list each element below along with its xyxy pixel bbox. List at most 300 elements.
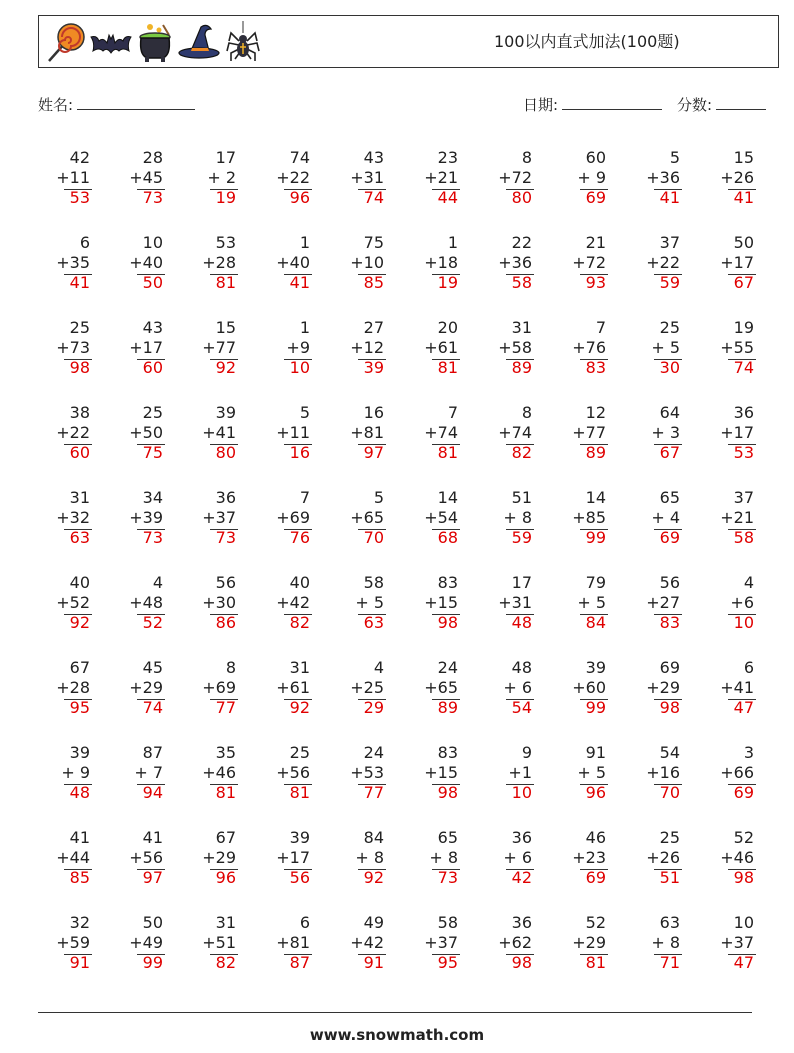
answer: 99 bbox=[585, 528, 606, 547]
footer-site: www.snowmath.com bbox=[309, 1026, 485, 1044]
addition-problem bbox=[406, 743, 466, 807]
answer: 86 bbox=[215, 613, 236, 632]
addend-top: 63 bbox=[659, 913, 680, 932]
answer: 93 bbox=[585, 273, 606, 292]
addition-problem bbox=[332, 488, 392, 552]
answer: 47 bbox=[733, 698, 754, 717]
worksheet-title: 100以内直式加法(100题) bbox=[494, 32, 680, 51]
addend-bottom: +48 bbox=[129, 593, 163, 612]
addend-bottom: +26 bbox=[646, 848, 680, 867]
addition-problem bbox=[702, 573, 762, 637]
addition-problem bbox=[702, 233, 762, 297]
addend-top: 31 bbox=[511, 318, 532, 337]
addend-top: 25 bbox=[69, 318, 90, 337]
addend-top: 4 bbox=[743, 573, 754, 592]
addend-bottom: +55 bbox=[720, 338, 754, 357]
addend-top: 10 bbox=[733, 913, 754, 932]
addend-bottom: + 5 bbox=[355, 593, 384, 612]
addition-problem bbox=[332, 318, 392, 382]
answer: 89 bbox=[437, 698, 458, 717]
answer: 96 bbox=[585, 783, 606, 802]
addend-top: 56 bbox=[215, 573, 236, 592]
answer: 70 bbox=[659, 783, 680, 802]
answer: 41 bbox=[659, 188, 680, 207]
addend-top: 39 bbox=[215, 403, 236, 422]
answer: 41 bbox=[289, 273, 310, 292]
addition-problem bbox=[702, 318, 762, 382]
addend-top: 67 bbox=[215, 828, 236, 847]
answer: 97 bbox=[142, 868, 163, 887]
answer: 48 bbox=[69, 783, 90, 802]
answer: 77 bbox=[215, 698, 236, 717]
addend-bottom: +61 bbox=[276, 678, 310, 697]
addend-top: 8 bbox=[521, 403, 532, 422]
answer: 41 bbox=[733, 188, 754, 207]
addend-top: 43 bbox=[142, 318, 163, 337]
addend-bottom: +37 bbox=[202, 508, 236, 527]
addition-problem bbox=[406, 573, 466, 637]
answer: 95 bbox=[69, 698, 90, 717]
addend-bottom: +42 bbox=[276, 593, 310, 612]
answer: 98 bbox=[69, 358, 90, 377]
addend-top: 7 bbox=[447, 403, 458, 422]
halloween-icons bbox=[45, 20, 261, 64]
addend-bottom: +10 bbox=[350, 253, 384, 272]
addend-bottom: +73 bbox=[56, 338, 90, 357]
addend-top: 43 bbox=[363, 148, 384, 167]
addend-bottom: +11 bbox=[276, 423, 310, 442]
addend-bottom: +50 bbox=[129, 423, 163, 442]
addend-top: 22 bbox=[511, 233, 532, 252]
answer: 85 bbox=[69, 868, 90, 887]
addend-top: 6 bbox=[743, 658, 754, 677]
addend-top: 1 bbox=[447, 233, 458, 252]
addend-bottom: +32 bbox=[56, 508, 90, 527]
date-field[interactable] bbox=[523, 94, 662, 115]
answer: 82 bbox=[289, 613, 310, 632]
addition-problem bbox=[111, 403, 171, 467]
addition-problem bbox=[554, 743, 614, 807]
addend-top: 10 bbox=[142, 233, 163, 252]
addition-problem bbox=[702, 148, 762, 212]
addend-top: 14 bbox=[437, 488, 458, 507]
addend-top: 21 bbox=[585, 233, 606, 252]
addend-top: 3 bbox=[743, 743, 754, 762]
answer: 91 bbox=[69, 953, 90, 972]
addend-bottom: +77 bbox=[202, 338, 236, 357]
addition-problem bbox=[480, 148, 540, 212]
addend-top: 31 bbox=[69, 488, 90, 507]
addition-problem bbox=[554, 658, 614, 722]
addition-problem bbox=[38, 148, 98, 212]
addition-problem bbox=[406, 913, 466, 977]
addend-bottom: +25 bbox=[350, 678, 384, 697]
addition-problem bbox=[628, 658, 688, 722]
addend-top: 87 bbox=[142, 743, 163, 762]
addend-top: 23 bbox=[437, 148, 458, 167]
addend-top: 17 bbox=[511, 573, 532, 592]
score-blank[interactable] bbox=[716, 96, 766, 110]
answer: 51 bbox=[659, 868, 680, 887]
addend-bottom: + 8 bbox=[429, 848, 458, 867]
addend-top: 38 bbox=[69, 403, 90, 422]
addend-bottom: + 8 bbox=[503, 508, 532, 527]
answer: 60 bbox=[69, 443, 90, 462]
addend-bottom: + 4 bbox=[651, 508, 680, 527]
addend-top: 16 bbox=[363, 403, 384, 422]
bat-icon bbox=[89, 21, 133, 63]
addition-problem bbox=[628, 573, 688, 637]
addend-top: 35 bbox=[215, 743, 236, 762]
problem-row bbox=[38, 403, 778, 467]
answer: 48 bbox=[511, 613, 532, 632]
answer: 19 bbox=[437, 273, 458, 292]
addend-top: 31 bbox=[215, 913, 236, 932]
addition-problem bbox=[258, 573, 318, 637]
answer: 47 bbox=[733, 953, 754, 972]
addition-problem bbox=[184, 148, 244, 212]
answer: 52 bbox=[142, 613, 163, 632]
addend-top: 36 bbox=[215, 488, 236, 507]
addend-bottom: +17 bbox=[720, 423, 754, 442]
addend-bottom: +16 bbox=[646, 763, 680, 782]
addend-bottom: +46 bbox=[720, 848, 754, 867]
cauldron-icon bbox=[137, 21, 173, 63]
answer: 16 bbox=[289, 443, 310, 462]
addend-bottom: +15 bbox=[424, 763, 458, 782]
addend-top: 25 bbox=[142, 403, 163, 422]
footer-divider bbox=[38, 1012, 752, 1013]
addition-problem bbox=[406, 318, 466, 382]
addend-top: 49 bbox=[363, 913, 384, 932]
addition-problem bbox=[258, 403, 318, 467]
addition-problem bbox=[480, 488, 540, 552]
addition-problem bbox=[480, 318, 540, 382]
addend-bottom: +36 bbox=[646, 168, 680, 187]
addend-top: 67 bbox=[69, 658, 90, 677]
addition-problem bbox=[702, 828, 762, 892]
addend-bottom: +29 bbox=[202, 848, 236, 867]
answer: 10 bbox=[289, 358, 310, 377]
addend-top: 8 bbox=[521, 148, 532, 167]
problem-row bbox=[38, 743, 778, 807]
addend-top: 12 bbox=[585, 403, 606, 422]
answer: 77 bbox=[363, 783, 384, 802]
answer: 74 bbox=[142, 698, 163, 717]
answer: 96 bbox=[289, 188, 310, 207]
answer: 92 bbox=[289, 698, 310, 717]
addition-problem bbox=[184, 658, 244, 722]
answer: 63 bbox=[363, 613, 384, 632]
addend-top: 69 bbox=[659, 658, 680, 677]
addend-top: 52 bbox=[733, 828, 754, 847]
addend-bottom: +41 bbox=[202, 423, 236, 442]
answer: 87 bbox=[289, 953, 310, 972]
addend-bottom: +52 bbox=[56, 593, 90, 612]
addition-problem bbox=[38, 488, 98, 552]
addend-bottom: +29 bbox=[572, 933, 606, 952]
addition-problem bbox=[332, 828, 392, 892]
addend-bottom: +15 bbox=[424, 593, 458, 612]
addition-problem bbox=[38, 318, 98, 382]
addition-problem bbox=[628, 148, 688, 212]
answer: 81 bbox=[289, 783, 310, 802]
answer: 91 bbox=[363, 953, 384, 972]
addend-top: 1 bbox=[299, 233, 310, 252]
addition-problem bbox=[332, 743, 392, 807]
name-blank[interactable] bbox=[77, 96, 195, 110]
addend-top: 28 bbox=[142, 148, 163, 167]
addend-bottom: +27 bbox=[646, 593, 680, 612]
answer: 84 bbox=[585, 613, 606, 632]
addend-top: 75 bbox=[363, 233, 384, 252]
addend-top: 20 bbox=[437, 318, 458, 337]
answer: 76 bbox=[289, 528, 310, 547]
addition-problem bbox=[258, 318, 318, 382]
answer: 69 bbox=[585, 868, 606, 887]
addition-problem bbox=[406, 403, 466, 467]
addend-top: 51 bbox=[511, 488, 532, 507]
addend-bottom: +35 bbox=[56, 253, 90, 272]
addend-top: 65 bbox=[659, 488, 680, 507]
addend-bottom: +21 bbox=[424, 168, 458, 187]
addend-top: 91 bbox=[585, 743, 606, 762]
answer: 69 bbox=[585, 188, 606, 207]
addend-top: 7 bbox=[595, 318, 606, 337]
answer: 98 bbox=[659, 698, 680, 717]
addition-problem bbox=[258, 148, 318, 212]
answer: 29 bbox=[363, 698, 384, 717]
addition-problem bbox=[184, 318, 244, 382]
addition-problem bbox=[480, 403, 540, 467]
addend-bottom: +72 bbox=[572, 253, 606, 272]
answer: 92 bbox=[215, 358, 236, 377]
addend-bottom: +1 bbox=[508, 763, 532, 782]
answer: 98 bbox=[733, 868, 754, 887]
addition-problem bbox=[38, 573, 98, 637]
answer: 82 bbox=[511, 443, 532, 462]
answer: 58 bbox=[733, 528, 754, 547]
addition-problem bbox=[332, 148, 392, 212]
addition-problem bbox=[628, 318, 688, 382]
addition-problem bbox=[258, 828, 318, 892]
addend-top: 9 bbox=[521, 743, 532, 762]
addend-bottom: + 8 bbox=[651, 933, 680, 952]
addend-top: 4 bbox=[152, 573, 163, 592]
addend-top: 84 bbox=[363, 828, 384, 847]
addend-bottom: + 6 bbox=[503, 848, 532, 867]
addend-bottom: +31 bbox=[498, 593, 532, 612]
answer: 73 bbox=[437, 868, 458, 887]
answer: 56 bbox=[289, 868, 310, 887]
answer: 41 bbox=[69, 273, 90, 292]
addition-problem bbox=[406, 658, 466, 722]
worksheet-header bbox=[38, 15, 779, 68]
addend-bottom: +37 bbox=[720, 933, 754, 952]
answer: 83 bbox=[659, 613, 680, 632]
answer: 85 bbox=[363, 273, 384, 292]
addend-top: 36 bbox=[733, 403, 754, 422]
addition-problem bbox=[38, 828, 98, 892]
answer: 67 bbox=[659, 443, 680, 462]
addend-top: 74 bbox=[289, 148, 310, 167]
addend-top: 19 bbox=[733, 318, 754, 337]
addition-problem bbox=[258, 913, 318, 977]
addend-bottom: +77 bbox=[572, 423, 606, 442]
addition-problem bbox=[184, 913, 244, 977]
answer: 44 bbox=[437, 188, 458, 207]
answer: 99 bbox=[585, 698, 606, 717]
addition-problem bbox=[332, 573, 392, 637]
addend-top: 39 bbox=[289, 828, 310, 847]
addition-problem bbox=[702, 403, 762, 467]
addition-problem bbox=[38, 403, 98, 467]
answer: 42 bbox=[511, 868, 532, 887]
addition-problem bbox=[332, 233, 392, 297]
addend-bottom: +26 bbox=[720, 168, 754, 187]
addend-bottom: +44 bbox=[56, 848, 90, 867]
answer: 71 bbox=[659, 953, 680, 972]
answer: 95 bbox=[437, 953, 458, 972]
addition-problem bbox=[406, 233, 466, 297]
addend-bottom: +17 bbox=[276, 848, 310, 867]
addition-problem bbox=[480, 233, 540, 297]
answer: 69 bbox=[659, 528, 680, 547]
addend-bottom: +18 bbox=[424, 253, 458, 272]
addend-bottom: +62 bbox=[498, 933, 532, 952]
addition-problem bbox=[111, 488, 171, 552]
addend-top: 39 bbox=[69, 743, 90, 762]
addend-bottom: +74 bbox=[498, 423, 532, 442]
addend-bottom: +76 bbox=[572, 338, 606, 357]
addend-bottom: +22 bbox=[646, 253, 680, 272]
addend-bottom: + 9 bbox=[577, 168, 606, 187]
addend-top: 17 bbox=[215, 148, 236, 167]
addition-problem bbox=[554, 488, 614, 552]
addend-bottom: +29 bbox=[129, 678, 163, 697]
addend-top: 15 bbox=[733, 148, 754, 167]
problem-row bbox=[38, 913, 778, 977]
addend-top: 48 bbox=[511, 658, 532, 677]
addend-top: 4 bbox=[373, 658, 384, 677]
addition-problem bbox=[258, 233, 318, 297]
addition-problem bbox=[111, 318, 171, 382]
addend-top: 25 bbox=[659, 828, 680, 847]
addend-bottom: +12 bbox=[350, 338, 384, 357]
addend-bottom: +6 bbox=[730, 593, 754, 612]
addend-top: 5 bbox=[299, 403, 310, 422]
addend-bottom: + 5 bbox=[651, 338, 680, 357]
addend-bottom: + 2 bbox=[207, 168, 236, 187]
addend-top: 5 bbox=[669, 148, 680, 167]
addend-bottom: +69 bbox=[276, 508, 310, 527]
addend-bottom: + 7 bbox=[134, 763, 163, 782]
addition-problem bbox=[184, 743, 244, 807]
problem-row bbox=[38, 658, 778, 722]
addition-problem bbox=[480, 743, 540, 807]
addition-problem bbox=[554, 318, 614, 382]
addend-bottom: +28 bbox=[56, 678, 90, 697]
problem-row bbox=[38, 318, 778, 382]
addend-bottom: +60 bbox=[572, 678, 606, 697]
addition-problem bbox=[406, 488, 466, 552]
addend-bottom: +54 bbox=[424, 508, 458, 527]
addend-bottom: +30 bbox=[202, 593, 236, 612]
addend-top: 37 bbox=[659, 233, 680, 252]
addend-top: 40 bbox=[289, 573, 310, 592]
addend-top: 25 bbox=[289, 743, 310, 762]
problem-row bbox=[38, 573, 778, 637]
addend-bottom: +81 bbox=[350, 423, 384, 442]
witch-hat-icon bbox=[177, 21, 221, 63]
answer: 98 bbox=[511, 953, 532, 972]
answer: 98 bbox=[437, 613, 458, 632]
score-field[interactable] bbox=[677, 94, 766, 115]
addition-problem bbox=[554, 403, 614, 467]
addend-top: 41 bbox=[69, 828, 90, 847]
addend-bottom: +23 bbox=[572, 848, 606, 867]
addend-top: 34 bbox=[142, 488, 163, 507]
spider-icon bbox=[225, 21, 261, 63]
addend-bottom: +85 bbox=[572, 508, 606, 527]
answer: 80 bbox=[215, 443, 236, 462]
answer: 98 bbox=[437, 783, 458, 802]
addition-problem bbox=[406, 828, 466, 892]
addition-problem bbox=[184, 233, 244, 297]
addition-problem bbox=[184, 403, 244, 467]
answer: 58 bbox=[511, 273, 532, 292]
addend-top: 36 bbox=[511, 913, 532, 932]
addend-bottom: +31 bbox=[350, 168, 384, 187]
answer: 68 bbox=[437, 528, 458, 547]
answer: 59 bbox=[511, 528, 532, 547]
answer: 39 bbox=[363, 358, 384, 377]
addend-top: 5 bbox=[373, 488, 384, 507]
addend-top: 37 bbox=[733, 488, 754, 507]
addend-top: 7 bbox=[299, 488, 310, 507]
name-label: 姓名: bbox=[38, 96, 74, 114]
addend-top: 58 bbox=[437, 913, 458, 932]
addend-top: 36 bbox=[511, 828, 532, 847]
addition-problem bbox=[554, 233, 614, 297]
addition-problem bbox=[702, 913, 762, 977]
addition-problem bbox=[111, 233, 171, 297]
score-label: 分数: bbox=[677, 96, 713, 114]
name-field[interactable] bbox=[38, 94, 195, 115]
addend-bottom: +59 bbox=[56, 933, 90, 952]
addition-problem bbox=[184, 573, 244, 637]
answer: 19 bbox=[215, 188, 236, 207]
addend-top: 50 bbox=[142, 913, 163, 932]
addition-problem bbox=[628, 233, 688, 297]
addition-problem bbox=[628, 828, 688, 892]
answer: 10 bbox=[511, 783, 532, 802]
answer: 99 bbox=[142, 953, 163, 972]
addend-bottom: +53 bbox=[350, 763, 384, 782]
addend-bottom: +65 bbox=[424, 678, 458, 697]
answer: 53 bbox=[733, 443, 754, 462]
addend-top: 83 bbox=[437, 743, 458, 762]
addend-top: 8 bbox=[225, 658, 236, 677]
addend-bottom: +11 bbox=[56, 168, 90, 187]
addend-bottom: + 5 bbox=[577, 763, 606, 782]
addend-top: 32 bbox=[69, 913, 90, 932]
addend-bottom: +39 bbox=[129, 508, 163, 527]
addend-top: 64 bbox=[659, 403, 680, 422]
date-blank[interactable] bbox=[562, 96, 662, 110]
addend-bottom: +41 bbox=[720, 678, 754, 697]
addend-bottom: +81 bbox=[276, 933, 310, 952]
